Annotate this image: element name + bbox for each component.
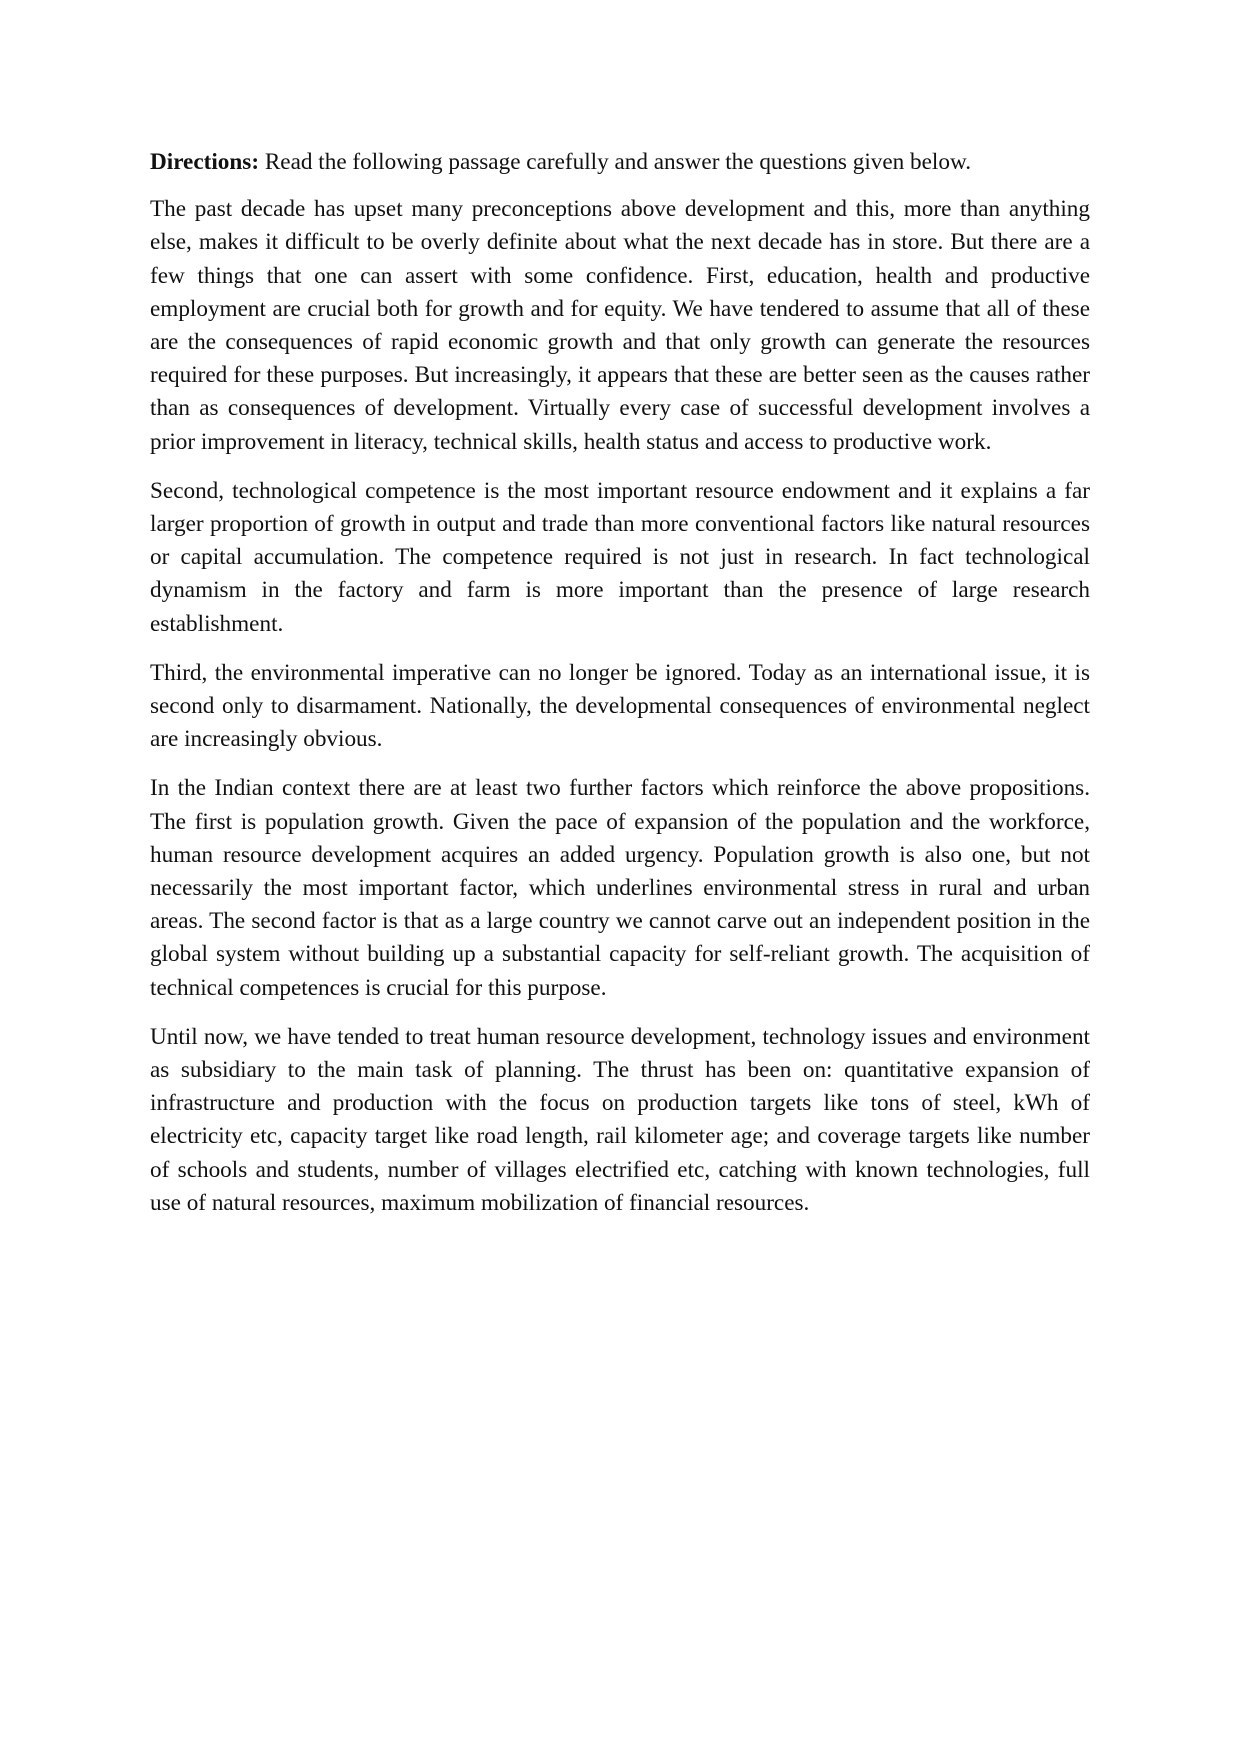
directions-label: Directions:	[150, 149, 260, 175]
passage-paragraph-4: In the Indian context there are at least two further factors which reinforce the above propositions. The first is population growth. Given the pace of expansion of the population and the workforce, human resource development acquires an added urgency. Population growth is also one, but not necessarily the most important factor, which underlines environmental stress in rural and urban areas. The second factor is that as a large country we cannot carve out an independent position in the global system without building up a substantial capacity for self-reliant growth. The acquisition of technical competences is crucial for this purpose.	[150, 775, 1090, 1001]
document-page	[150, 146, 1090, 1236]
passage-paragraph-3: Third, the environmental imperative can no longer be ignored. Today as an international issue, it is second only to disarmament. Nationally, the developmental consequences of environmental neglect are increasingly obvious.	[150, 659, 1090, 753]
passage-paragraph-2: Second, technological competence is the most important resource endowment and it explains a far larger proportion of growth in output and trade than more conventional factors like natural resources or capital accumulation. The competence required is not just in research. In fact technological dynamism in the factory and farm is more important than the presence of large research establishment.	[150, 477, 1090, 637]
passage-paragraph-5: Until now, we have tended to treat human resource development, technology issues and environment as subsidiary to the main task of planning. The thrust has been on: quantitative expansion of infrastructure and production with the focus on production targets like tons of steel, kWh of electricity etc, capacity target like road length, rail kilometer age; and coverage targets like number of schools and students, number of villages electrified etc, catching with known technologies, full use of natural resources, maximum mobilization of financial resources.	[150, 1023, 1090, 1216]
directions-text: Read the following passage carefully and answer the questions given below.	[259, 149, 971, 175]
directions-line	[150, 146, 1090, 179]
passage-paragraph-1: The past decade has upset many preconceptions above development and this, more than anything else, makes it difficult to be overly definite about what the next decade has in store. But there are a few things that one can assert with some confidence. First, education, health and productive employment are crucial both for growth and for equity. We have tendered to assume that all of these are the consequences of rapid economic growth and that only growth can generate the resources required for these purposes. But increasingly, it appears that these are better seen as the causes rather than as consequences of development. Virtually every case of successful development involves a prior improvement in literacy, technical skills, health status and access to productive work.	[150, 196, 1090, 455]
